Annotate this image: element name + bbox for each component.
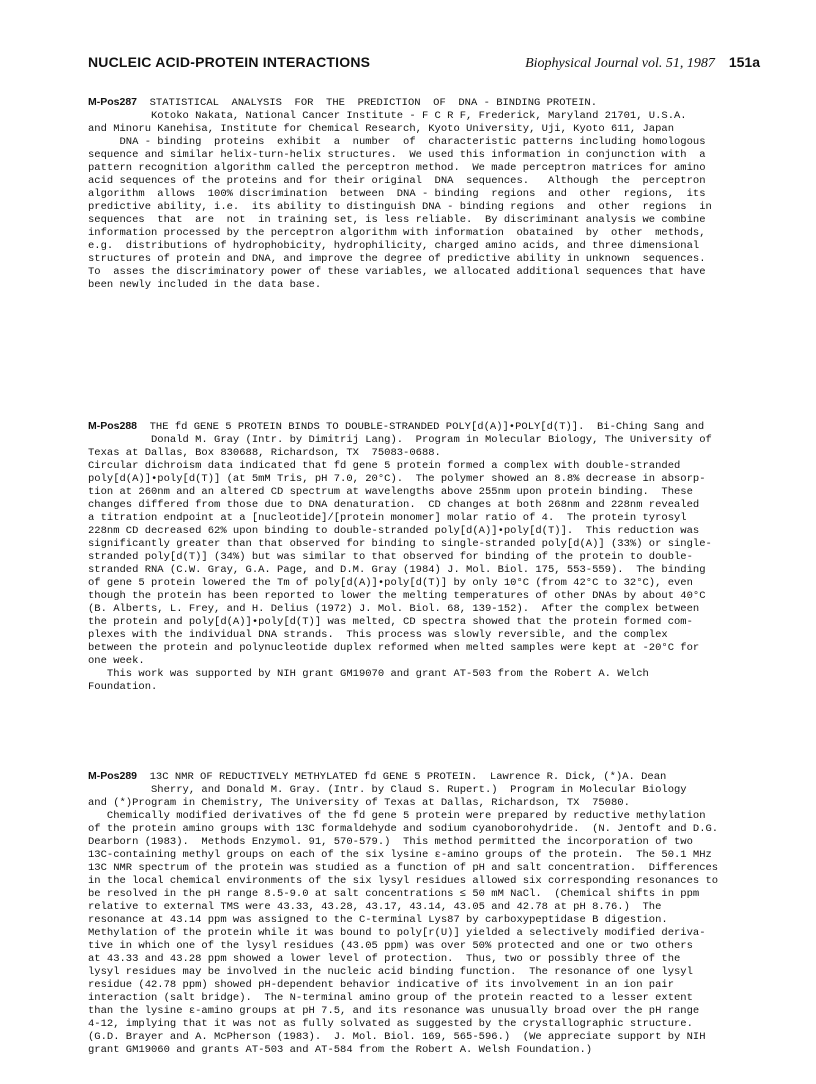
abstract-line: plexes with the individual DNA strands. This process was slowly reversible, and the complex bbox=[88, 629, 668, 641]
abstract-line: sequence and similar helix-turn-helix structures. We used this information in conjunction with a bbox=[88, 149, 706, 161]
abstract-line: significantly greater than that observed for binding to single-stranded poly[d(A)] (33%) or single- bbox=[88, 538, 712, 550]
abstract-line: 228nm CD decreased 62% upon binding to double-stranded poly[d(A)]•poly[d(T)]. This reduction was bbox=[88, 525, 700, 537]
abstract-line: stranded poly[d(T)] (34%) but was similar to that observed for binding of the protein to double- bbox=[88, 551, 693, 563]
abstract-line: of the protein amino groups with 13C formaldehyde and sodium cyanoborohydride. (N. Jentoft and D.G. bbox=[88, 823, 719, 835]
abstract-line: tive in which one of the lysyl residues (43.05 ppm) was over 50% protected and one or two others bbox=[88, 940, 693, 952]
abstract-line: 13C NMR OF REDUCTIVELY METHYLATED fd GENE 5 PROTEIN. Lawrence R. Dick, (*)A. Dean bbox=[137, 771, 667, 783]
abstract-line: Kotoko Nakata, National Cancer Institute - F C R F, Frederick, Maryland 21701, U.S.A. bbox=[88, 110, 687, 122]
abstract-line: sequences that are not in training set, is less reliable. By discriminant analysis we combine bbox=[88, 214, 706, 226]
abstract-line: Circular dichroism data indicated that fd gene 5 protein formed a complex with double-stranded bbox=[88, 460, 681, 472]
abstract-line: stranded RNA (C.W. Gray, G.A. Page, and D.M. Gray (1984) J. Mol. Biol. 175, 553-559). The binding bbox=[88, 564, 706, 576]
abstract-line: poly[d(A)]•poly[d(T)] (at 5mM Tris, pH 7.0, 20°C). The polymer showed an 8.8% decrease in absorp- bbox=[88, 473, 706, 485]
abstract-line: of gene 5 protein lowered the Tm of poly[d(A)]•poly[d(T)] by only 10°C (from 42°C to 32°C), even bbox=[88, 577, 693, 589]
abstract-line: 13C-containing methyl groups on each of the six lysine ε-amino groups of the protein. The 50.1 MHz bbox=[88, 849, 712, 861]
abstract-m-pos287 bbox=[88, 96, 760, 292]
abstract-line: lysyl residues may be involved in the nucleic acid binding function. The resonance of one lysyl bbox=[88, 966, 693, 978]
abstract-line: Chemically modified derivatives of the fd gene 5 protein were prepared by reductive methylation bbox=[88, 810, 706, 822]
abstract-line: relative to external TMS were 43.33, 43.28, 43.17, 43.14, 43.05 and 42.78 at pH 8.76.) The bbox=[88, 901, 662, 913]
abstract-line: in the local chemical environments of the six lysyl residues allowed six corresponding resonances to bbox=[88, 875, 719, 887]
abstract-tag: M-Pos288 bbox=[88, 420, 138, 432]
abstract-line: residue (42.78 ppm) showed pH-dependent behavior indicative of its involvement in an ion pair bbox=[88, 979, 674, 991]
abstract-line: been newly included in the data base. bbox=[88, 279, 322, 291]
abstract-line: information processed by the perceptron algorithm with information obatained by other methods, bbox=[88, 227, 706, 239]
abstract-title-line bbox=[88, 96, 760, 110]
abstract-line: algorithm allows 100% discrimination between DNA - binding regions and other regions, its bbox=[88, 188, 706, 200]
abstract-line: and Minoru Kanehisa, Institute for Chemical Research, Kyoto University, Uji, Kyoto 611, Japan bbox=[88, 123, 674, 135]
abstract-line: Texas at Dallas, Box 830688, Richardson, TX 75083-0688. bbox=[88, 447, 441, 459]
abstract-line: Methylation of the protein while it was bound to poly[r(U)] yielded a selectively modified deriva- bbox=[88, 927, 706, 939]
abstract-line: predictive ability, i.e. its ability to distinguish DNA - binding regions and other regions in bbox=[88, 201, 712, 213]
abstract-line: pattern recognition algorithm called the perceptron method. We made perceptron matrices for amino bbox=[88, 162, 706, 174]
abstract-m-pos288 bbox=[88, 420, 760, 694]
abstract-line: one week. bbox=[88, 655, 145, 667]
abstract-tag: M-Pos287 bbox=[88, 96, 138, 108]
abstract-line: DNA - binding proteins exhibit a number of characteristic patterns including homologous bbox=[88, 136, 706, 148]
abstract-line: a titration endpoint at a [nucleotide]/[protein monomer] molar ratio of 4. The protein tyrosyl bbox=[88, 512, 687, 524]
abstract-line: Sherry, and Donald M. Gray. (Intr. by Claud S. Rupert.) Program in Molecular Biology bbox=[88, 784, 687, 796]
abstract-line: (G.D. Brayer and A. McPherson (1983). J. Mol. Biol. 169, 565-596.) (We appreciate support by NIH bbox=[88, 1031, 706, 1043]
abstract-line: Dearborn (1983). Methods Enzymol. 91, 570-579.) This method permitted the incorporation of two bbox=[88, 836, 693, 848]
abstract-line: and (*)Program in Chemistry, The University of Texas at Dallas, Richardson, TX 75080. bbox=[88, 797, 630, 809]
page-number: 151a bbox=[728, 54, 760, 70]
abstract-line: changes differed from those due to DNA denaturation. CD changes at both 268nm and 228nm revealed bbox=[88, 499, 700, 511]
abstract-line: Foundation. bbox=[88, 681, 158, 693]
abstract-line: though the protein has been reported to lower the melting temperatures of other DNAs by about 40°C bbox=[88, 590, 706, 602]
abstract-line: 13C NMR spectrum of the protein was studied as a function of pH and salt concentration. Differences bbox=[88, 862, 719, 874]
abstract-line: STATISTICAL ANALYSIS FOR THE PREDICTION OF DNA - BINDING PROTEIN. bbox=[137, 97, 598, 109]
abstract-line: than the lysine ε-amino groups at pH 7.5, and its resonance was unusually broad over the pH range bbox=[88, 1005, 700, 1017]
abstract-line: at 43.33 and 43.28 ppm showed a lower level of protection. Thus, two or possibly three of the bbox=[88, 953, 681, 965]
abstract-line: THE fd GENE 5 PROTEIN BINDS TO DOUBLE-STRANDED POLY[d(A)]•POLY[d(T)]. Bi-Ching Sang and bbox=[137, 421, 705, 433]
abstract-line: 4-12, implying that it was not as fully solvated as suggested by the crystallographic structure. bbox=[88, 1018, 693, 1030]
abstract-m-pos289 bbox=[88, 770, 760, 1057]
abstract-line: the protein and poly[d(A)]•poly[d(T)] was melted, CD spectra showed that the protein formed com- bbox=[88, 616, 693, 628]
page-header bbox=[88, 54, 760, 76]
abstract-line: resonance at 43.14 ppm was assigned to the C-terminal Lys87 by carboxypeptidase B digestion. bbox=[88, 914, 668, 926]
abstract-line: e.g. distributions of hydrophobicity, hydrophilicity, charged amino acids, and three dimensional bbox=[88, 240, 700, 252]
abstract-title-line bbox=[88, 420, 760, 434]
abstract-line: interaction (salt bridge). The N-terminal amino group of the protein reacted to a lesser extent bbox=[88, 992, 693, 1004]
abstract-line: (B. Alberts, L. Frey, and H. Delius (1972) J. Mol. Biol. 68, 139-152). After the complex between bbox=[88, 603, 700, 615]
journal-citation bbox=[525, 54, 760, 72]
abstract-line: To asses the discriminatory power of these variables, we allocated additional sequences that have bbox=[88, 266, 706, 278]
section-title: NUCLEIC ACID-PROTEIN INTERACTIONS bbox=[88, 54, 371, 70]
abstract-line: grant GM19060 and grants AT-503 and AT-584 from the Robert A. Welsh Foundation.) bbox=[88, 1044, 593, 1056]
abstract-line: structures of protein and DNA, and improve the degree of predictive ability in unknown sequences. bbox=[88, 253, 706, 265]
abstract-line: acid sequences of the proteins and for their original DNA sequences. Although the perceptron bbox=[88, 175, 706, 187]
abstract-line: tion at 260nm and an altered CD spectrum at wavelengths above 255nm upon protein binding. These bbox=[88, 486, 693, 498]
abstract-line: This work was supported by NIH grant GM19070 and grant AT-503 from the Robert A. Welch bbox=[88, 668, 649, 680]
journal-name: Biophysical Journal vol. 51, 1987 bbox=[525, 56, 715, 71]
abstract-title-line bbox=[88, 770, 760, 784]
abstract-line: be resolved in the pH range 8.5-9.0 at salt concentrations ≤ 50 mM NaCl. (Chemical shifts in ppm bbox=[88, 888, 700, 900]
abstract-line: Donald M. Gray (Intr. by Dimitrij Lang). Program in Molecular Biology, The University of bbox=[88, 434, 712, 446]
abstract-line: between the protein and polynucleotide duplex reformed when melted samples were kept at -20°C for bbox=[88, 642, 700, 654]
abstract-tag: M-Pos289 bbox=[88, 770, 138, 782]
